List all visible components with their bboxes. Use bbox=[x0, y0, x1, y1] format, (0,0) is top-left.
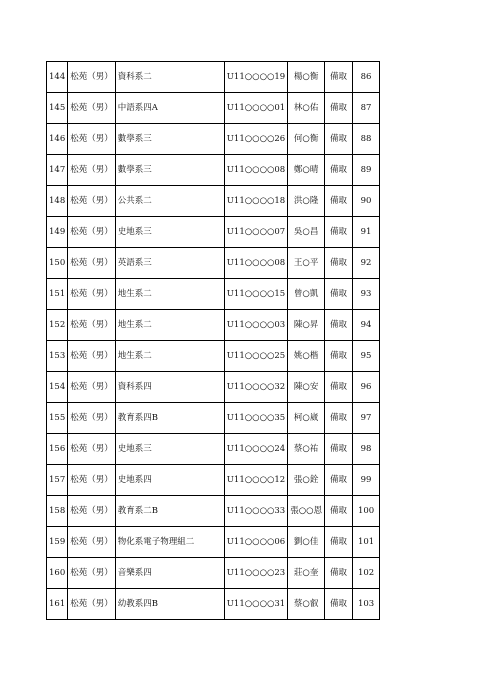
status-cell: 備取 bbox=[325, 186, 353, 217]
table-row bbox=[47, 310, 380, 341]
department-cell: 教育系二B bbox=[115, 496, 224, 527]
student-id-cell: U11○○○○08 bbox=[224, 248, 287, 279]
dorm-cell: 松苑（男） bbox=[68, 403, 116, 434]
student-id-cell: U11○○○○06 bbox=[224, 527, 287, 558]
waitlist-rank-cell: 91 bbox=[353, 217, 380, 248]
row-number-cell: 147 bbox=[47, 155, 68, 186]
student-id-cell: U11○○○○01 bbox=[224, 93, 287, 124]
table-row bbox=[47, 248, 380, 279]
student-id-cell: U11○○○○19 bbox=[224, 62, 287, 93]
student-name-cell: 曾○凱 bbox=[288, 279, 325, 310]
waitlist-rank-cell: 100 bbox=[353, 496, 380, 527]
department-cell: 英語系三 bbox=[115, 248, 224, 279]
row-number-cell: 159 bbox=[47, 527, 68, 558]
row-number-cell: 145 bbox=[47, 93, 68, 124]
student-id-cell: U11○○○○08 bbox=[224, 155, 287, 186]
waitlist-rank-cell: 98 bbox=[353, 434, 380, 465]
waitlist-rank-cell: 102 bbox=[353, 558, 380, 589]
status-cell: 備取 bbox=[325, 558, 353, 589]
status-cell: 備取 bbox=[325, 434, 353, 465]
waitlist-rank-cell: 97 bbox=[353, 403, 380, 434]
dorm-cell: 松苑（男） bbox=[68, 496, 116, 527]
department-cell: 音樂系四 bbox=[115, 558, 224, 589]
table-row bbox=[47, 217, 380, 248]
row-number-cell: 151 bbox=[47, 279, 68, 310]
table-row bbox=[47, 465, 380, 496]
dorm-cell: 松苑（男） bbox=[68, 93, 116, 124]
student-name-cell: 張○○恩 bbox=[288, 496, 325, 527]
student-name-cell: 何○衡 bbox=[288, 124, 325, 155]
student-name-cell: 莊○奎 bbox=[288, 558, 325, 589]
dorm-cell: 松苑（男） bbox=[68, 155, 116, 186]
dorm-cell: 松苑（男） bbox=[68, 465, 116, 496]
waitlist-rank-cell: 92 bbox=[353, 248, 380, 279]
department-cell: 地生系二 bbox=[115, 341, 224, 372]
student-id-cell: U11○○○○07 bbox=[224, 217, 287, 248]
dorm-cell: 松苑（男） bbox=[68, 372, 116, 403]
student-id-cell: U11○○○○18 bbox=[224, 186, 287, 217]
student-name-cell: 吳○昌 bbox=[288, 217, 325, 248]
row-number-cell: 148 bbox=[47, 186, 68, 217]
status-cell: 備取 bbox=[325, 279, 353, 310]
waitlist-rank-cell: 94 bbox=[353, 310, 380, 341]
dorm-cell: 松苑（男） bbox=[68, 558, 116, 589]
row-number-cell: 158 bbox=[47, 496, 68, 527]
row-number-cell: 155 bbox=[47, 403, 68, 434]
status-cell: 備取 bbox=[325, 155, 353, 186]
department-cell: 史地系三 bbox=[115, 434, 224, 465]
dorm-cell: 松苑（男） bbox=[68, 279, 116, 310]
department-cell: 地生系二 bbox=[115, 279, 224, 310]
row-number-cell: 156 bbox=[47, 434, 68, 465]
student-name-cell: 洪○隆 bbox=[288, 186, 325, 217]
table-row bbox=[47, 341, 380, 372]
row-number-cell: 153 bbox=[47, 341, 68, 372]
dorm-cell: 松苑（男） bbox=[68, 589, 116, 620]
student-id-cell: U11○○○○25 bbox=[224, 341, 287, 372]
student-id-cell: U11○○○○23 bbox=[224, 558, 287, 589]
dorm-cell: 松苑（男） bbox=[68, 310, 116, 341]
status-cell: 備取 bbox=[325, 403, 353, 434]
student-name-cell: 鄭○晴 bbox=[288, 155, 325, 186]
student-name-cell: 柯○崴 bbox=[288, 403, 325, 434]
student-id-cell: U11○○○○15 bbox=[224, 279, 287, 310]
status-cell: 備取 bbox=[325, 124, 353, 155]
row-number-cell: 154 bbox=[47, 372, 68, 403]
dorm-cell: 松苑（男） bbox=[68, 434, 116, 465]
waitlist-rank-cell: 96 bbox=[353, 372, 380, 403]
status-cell: 備取 bbox=[325, 248, 353, 279]
waitlist-rank-cell: 93 bbox=[353, 279, 380, 310]
status-cell: 備取 bbox=[325, 496, 353, 527]
waitlist-rank-cell: 99 bbox=[353, 465, 380, 496]
student-name-cell: 劉○佳 bbox=[288, 527, 325, 558]
student-name-cell: 林○佑 bbox=[288, 93, 325, 124]
department-cell: 地生系二 bbox=[115, 310, 224, 341]
table-row bbox=[47, 589, 380, 620]
student-name-cell: 陳○昇 bbox=[288, 310, 325, 341]
table-row bbox=[47, 279, 380, 310]
student-id-cell: U11○○○○31 bbox=[224, 589, 287, 620]
waitlist-table-body bbox=[47, 62, 380, 620]
table-row bbox=[47, 93, 380, 124]
department-cell: 物化系電子物理組二 bbox=[115, 527, 224, 558]
department-cell: 資科系二 bbox=[115, 62, 224, 93]
student-name-cell: 蔡○祐 bbox=[288, 434, 325, 465]
status-cell: 備取 bbox=[325, 93, 353, 124]
row-number-cell: 150 bbox=[47, 248, 68, 279]
row-number-cell: 146 bbox=[47, 124, 68, 155]
dorm-cell: 松苑（男） bbox=[68, 62, 116, 93]
dorm-cell: 松苑（男） bbox=[68, 124, 116, 155]
student-id-cell: U11○○○○26 bbox=[224, 124, 287, 155]
dorm-cell: 松苑（男） bbox=[68, 527, 116, 558]
department-cell: 教育系四B bbox=[115, 403, 224, 434]
dorm-cell: 松苑（男） bbox=[68, 217, 116, 248]
table-row bbox=[47, 124, 380, 155]
table-row bbox=[47, 62, 380, 93]
status-cell: 備取 bbox=[325, 589, 353, 620]
student-id-cell: U11○○○○24 bbox=[224, 434, 287, 465]
student-name-cell: 楊○衡 bbox=[288, 62, 325, 93]
waitlist-rank-cell: 88 bbox=[353, 124, 380, 155]
waitlist-rank-cell: 103 bbox=[353, 589, 380, 620]
status-cell: 備取 bbox=[325, 62, 353, 93]
waitlist-rank-cell: 101 bbox=[353, 527, 380, 558]
status-cell: 備取 bbox=[325, 310, 353, 341]
student-id-cell: U11○○○○03 bbox=[224, 310, 287, 341]
row-number-cell: 144 bbox=[47, 62, 68, 93]
status-cell: 備取 bbox=[325, 341, 353, 372]
table-row bbox=[47, 527, 380, 558]
department-cell: 史地系三 bbox=[115, 217, 224, 248]
student-name-cell: 姚○楷 bbox=[288, 341, 325, 372]
status-cell: 備取 bbox=[325, 465, 353, 496]
department-cell: 公共系二 bbox=[115, 186, 224, 217]
dorm-cell: 松苑（男） bbox=[68, 341, 116, 372]
dorm-cell: 松苑（男） bbox=[68, 186, 116, 217]
waitlist-rank-cell: 89 bbox=[353, 155, 380, 186]
student-id-cell: U11○○○○35 bbox=[224, 403, 287, 434]
student-name-cell: 王○平 bbox=[288, 248, 325, 279]
waitlist-table bbox=[46, 61, 380, 620]
waitlist-rank-cell: 87 bbox=[353, 93, 380, 124]
row-number-cell: 149 bbox=[47, 217, 68, 248]
row-number-cell: 161 bbox=[47, 589, 68, 620]
student-id-cell: U11○○○○12 bbox=[224, 465, 287, 496]
table-row bbox=[47, 403, 380, 434]
department-cell: 幼教系四B bbox=[115, 589, 224, 620]
dorm-cell: 松苑（男） bbox=[68, 248, 116, 279]
row-number-cell: 152 bbox=[47, 310, 68, 341]
student-name-cell: 張○銓 bbox=[288, 465, 325, 496]
student-id-cell: U11○○○○33 bbox=[224, 496, 287, 527]
status-cell: 備取 bbox=[325, 527, 353, 558]
status-cell: 備取 bbox=[325, 217, 353, 248]
department-cell: 數學系三 bbox=[115, 155, 224, 186]
student-name-cell: 陳○安 bbox=[288, 372, 325, 403]
waitlist-rank-cell: 95 bbox=[353, 341, 380, 372]
department-cell: 資科系四 bbox=[115, 372, 224, 403]
table-row bbox=[47, 434, 380, 465]
department-cell: 史地系四 bbox=[115, 465, 224, 496]
student-name-cell: 蔡○叡 bbox=[288, 589, 325, 620]
table-row bbox=[47, 496, 380, 527]
department-cell: 數學系三 bbox=[115, 124, 224, 155]
row-number-cell: 160 bbox=[47, 558, 68, 589]
table-row bbox=[47, 558, 380, 589]
status-cell: 備取 bbox=[325, 372, 353, 403]
student-id-cell: U11○○○○32 bbox=[224, 372, 287, 403]
row-number-cell: 157 bbox=[47, 465, 68, 496]
table-row bbox=[47, 155, 380, 186]
table-row bbox=[47, 372, 380, 403]
department-cell: 中語系四A bbox=[115, 93, 224, 124]
table-row bbox=[47, 186, 380, 217]
waitlist-rank-cell: 86 bbox=[353, 62, 380, 93]
waitlist-rank-cell: 90 bbox=[353, 186, 380, 217]
